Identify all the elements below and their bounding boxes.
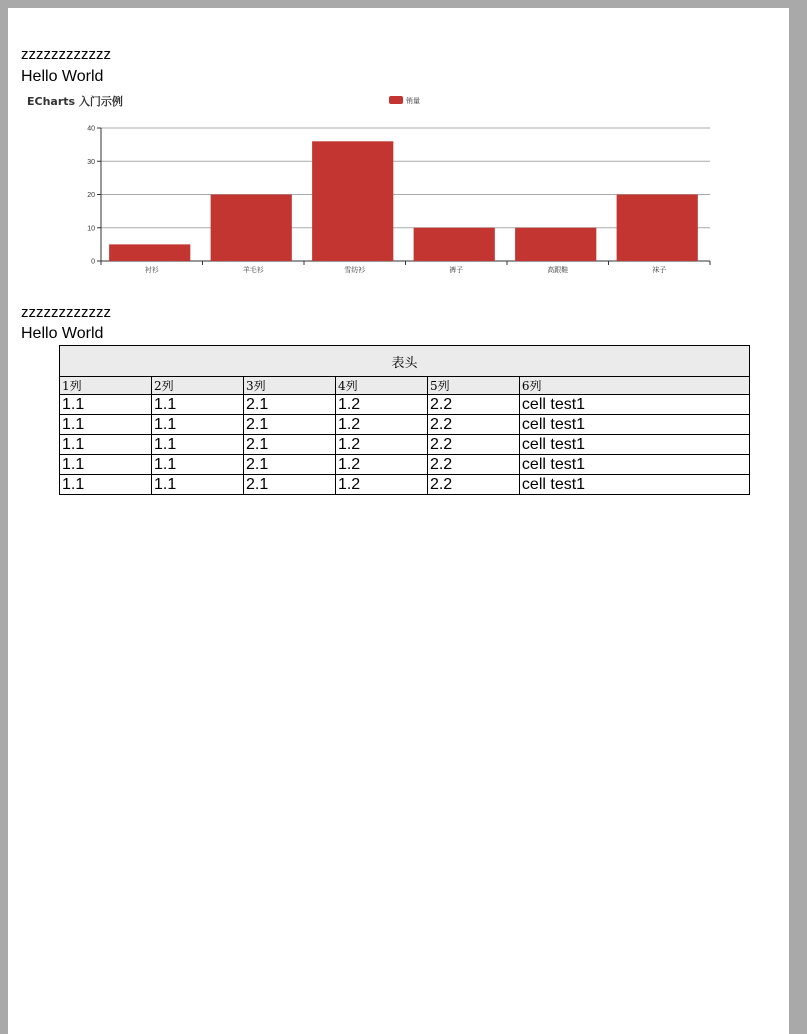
table-cell: 1.2 <box>335 415 427 435</box>
x-tick-label: 高跟鞋 <box>547 267 569 274</box>
bar[interactable] <box>617 195 698 262</box>
table-cell: 1.1 <box>60 435 152 455</box>
text-hello-world-2: Hello World <box>21 325 104 342</box>
x-tick-label: 羊毛衫 <box>242 267 264 274</box>
table-cell: 1.1 <box>60 415 152 435</box>
table-cell: 2.1 <box>243 435 335 455</box>
text-hello-world: Hello World <box>21 68 104 85</box>
table-row <box>60 435 750 455</box>
table-row <box>60 455 750 475</box>
bar[interactable] <box>515 228 596 261</box>
bar[interactable] <box>312 141 393 261</box>
text-line-z-2: zzzzzzzzzzzz <box>21 304 111 321</box>
text-line-z: zzzzzzzzzzzz <box>21 46 111 63</box>
y-tick-label: 0 <box>91 258 95 266</box>
data-table <box>59 345 750 495</box>
table-cell: 1.1 <box>151 415 243 435</box>
table-row <box>60 475 750 495</box>
table-cell: cell test1 <box>519 415 749 435</box>
table-cell: 1.1 <box>60 395 152 415</box>
bar[interactable] <box>211 195 292 262</box>
y-tick-label: 40 <box>87 125 95 133</box>
column-header: 2列 <box>151 377 243 395</box>
table-cell: 2.2 <box>427 455 519 475</box>
bar[interactable] <box>109 244 190 261</box>
table-row <box>60 395 750 415</box>
y-tick-label: 20 <box>87 192 95 199</box>
x-tick-label: 裤子 <box>449 267 464 274</box>
table-cell: cell test1 <box>519 455 749 475</box>
table-cell: cell test1 <box>519 395 749 415</box>
column-header: 3列 <box>243 377 335 395</box>
table-cell: 1.2 <box>335 395 427 415</box>
column-header-row <box>60 377 750 395</box>
legend-label[interactable]: 销量 <box>406 98 420 105</box>
chart-title: ECharts 入门示例 <box>27 95 123 108</box>
bar[interactable] <box>414 228 495 261</box>
column-header: 4列 <box>335 377 427 395</box>
table-cell: 1.1 <box>151 475 243 495</box>
y-tick-label: 10 <box>87 225 95 233</box>
column-header: 5列 <box>427 377 519 395</box>
table-cell: 2.1 <box>243 455 335 475</box>
bar-chart <box>0 0 807 290</box>
table-cell: 2.2 <box>427 415 519 435</box>
column-header: 6列 <box>519 377 749 395</box>
table-cell: cell test1 <box>519 435 749 455</box>
table-cell: 1.2 <box>335 435 427 455</box>
table-cell: cell test1 <box>519 475 749 495</box>
table-cell: 1.1 <box>60 455 152 475</box>
x-tick-label: 衬衫 <box>144 267 159 274</box>
table-caption: 表头 <box>60 346 750 377</box>
table-cell: 1.1 <box>60 475 152 495</box>
table-cell: 2.2 <box>427 475 519 495</box>
table-cell: 2.1 <box>243 415 335 435</box>
y-tick-label: 30 <box>87 158 95 166</box>
table-cell: 2.2 <box>427 395 519 415</box>
column-header: 1列 <box>60 377 152 395</box>
table-cell: 1.1 <box>151 455 243 475</box>
x-tick-label: 袜子 <box>652 267 667 274</box>
table-cell: 1.1 <box>151 435 243 455</box>
legend-swatch[interactable] <box>389 96 403 104</box>
x-tick-label: 雪纺衫 <box>344 267 366 274</box>
table-cell: 1.2 <box>335 475 427 495</box>
table-cell: 2.1 <box>243 475 335 495</box>
table-row <box>60 415 750 435</box>
table-cell: 1.1 <box>151 395 243 415</box>
table-cell: 2.2 <box>427 435 519 455</box>
table-cell: 2.1 <box>243 395 335 415</box>
table-cell: 1.2 <box>335 455 427 475</box>
